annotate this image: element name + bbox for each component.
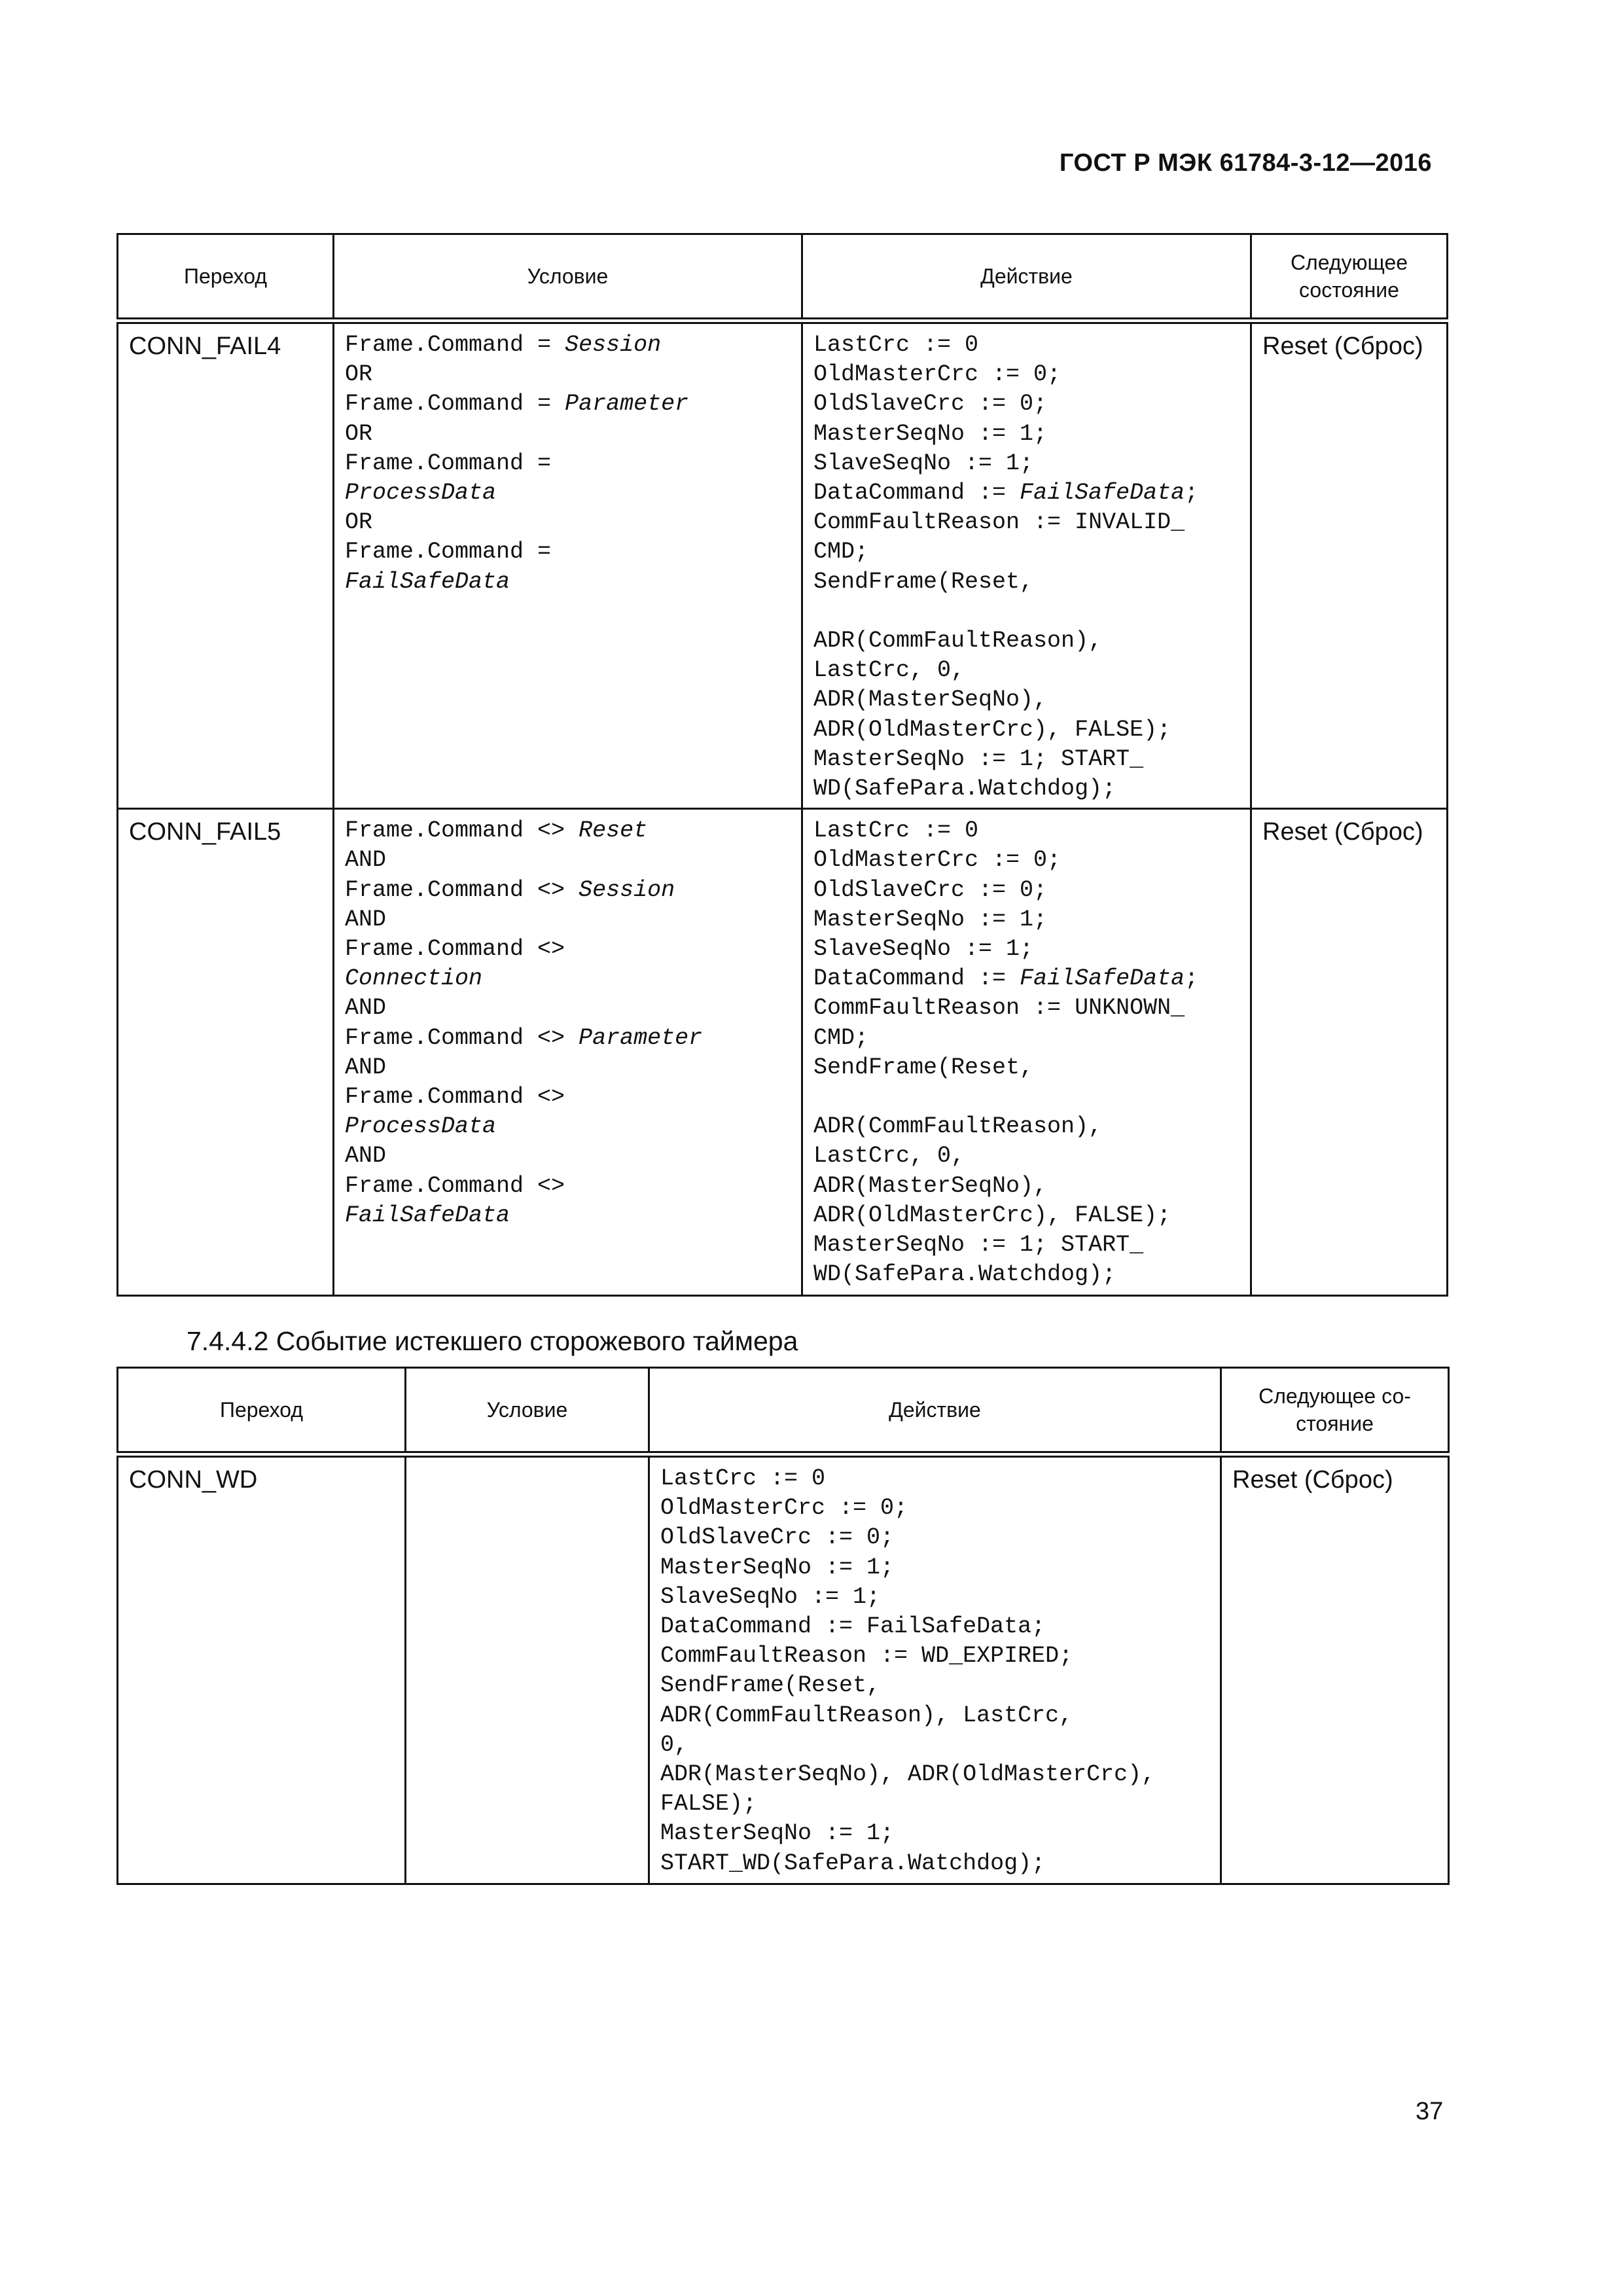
next-state-cell: Reset (Сброс) (1251, 321, 1448, 809)
transition-cell: CONN_FAIL4 (118, 321, 334, 809)
code-line: ADR(CommFaultReason), LastCrc, (660, 1702, 1073, 1729)
code-line: LastCrc, 0, (813, 657, 965, 684)
code-line: WD(SafePara.Watchdog); (813, 776, 1116, 802)
table-header-row (118, 234, 1448, 321)
action-cell (802, 321, 1251, 809)
table-row (118, 809, 1448, 1296)
code-line: CMD; (813, 1024, 869, 1051)
code-line: OldSlaveCrc := 0; (660, 1524, 895, 1551)
action-cell (802, 809, 1251, 1296)
page-number: 37 (1416, 2098, 1444, 2125)
transition-cell: CONN_WD (118, 1454, 406, 1884)
transition-cell: CONN_FAIL5 (118, 809, 334, 1296)
table-row (118, 321, 1448, 809)
code-line: MasterSeqNo := 1; START_ (813, 745, 1144, 772)
code-line: DataCommand := FailSafeData; (660, 1613, 1046, 1640)
code-line: CommFaultReason := WD_EXPIRED; (660, 1643, 1073, 1670)
code-line (813, 597, 1240, 626)
header-next-state: Следующее состояние (1251, 234, 1448, 321)
code-line: CMD; (813, 539, 869, 565)
code-line: FailSafeData (345, 568, 510, 595)
code-line: Frame.Command <> Parameter (345, 1024, 703, 1051)
header-transition: Переход (118, 1368, 406, 1455)
action-cell (649, 1454, 1221, 1884)
code-line: ProcessData (345, 1113, 497, 1140)
code-line: Frame.Command = Session (345, 332, 662, 358)
code-line: Frame.Command <> Session (345, 876, 675, 903)
header-next-state: Следующее со- стояние (1221, 1368, 1449, 1455)
code-line: Frame.Command <> (345, 1084, 565, 1111)
code-line: 0, (660, 1731, 688, 1758)
code-line: MasterSeqNo := 1; (660, 1820, 895, 1847)
section-title: 7.4.4.2 Событие истекшего сторожевого таймера (187, 1326, 798, 1356)
code-line: ADR(MasterSeqNo), (813, 1172, 1048, 1199)
code-line: Frame.Command = Parameter (345, 391, 689, 418)
code-line: CommFaultReason := UNKNOWN_ (813, 995, 1185, 1022)
code-line: SendFrame(Reset, (813, 1054, 1034, 1081)
code-line: AND (345, 1054, 387, 1081)
code-line: SendFrame(Reset, (813, 568, 1034, 595)
code-line: ADR(MasterSeqNo), ADR(OldMasterCrc), (660, 1761, 1156, 1788)
code-line: DataCommand := FailSafeData; (813, 480, 1199, 507)
code-line: OldSlaveCrc := 0; (813, 391, 1048, 418)
code-line: OR (345, 420, 373, 447)
header-action: Действие (649, 1368, 1221, 1455)
code-line: OR (345, 361, 373, 388)
code-line: LastCrc := 0 (660, 1465, 826, 1492)
code-line: Frame.Command <> Reset (345, 817, 648, 844)
next-state-cell: Reset (Сброс) (1251, 809, 1448, 1296)
header-condition: Условие (334, 234, 802, 321)
table-header-row (118, 1368, 1449, 1455)
code-line: DataCommand := FailSafeData; (813, 965, 1199, 992)
code-line: WD(SafePara.Watchdog); (813, 1261, 1116, 1288)
code-line: OldSlaveCrc := 0; (813, 876, 1048, 903)
code-line: MasterSeqNo := 1; (813, 906, 1048, 933)
code-line: Frame.Command <> (345, 936, 565, 963)
code-line: LastCrc, 0, (813, 1143, 965, 1170)
code-line: Frame.Command = (345, 539, 552, 565)
code-line: LastCrc := 0 (813, 332, 979, 358)
code-line: OldMasterCrc := 0; (813, 847, 1061, 874)
code-line: Frame.Command <> (345, 1172, 565, 1199)
transition-table-1 (116, 233, 1448, 1297)
code-line: MasterSeqNo := 1; START_ (813, 1232, 1144, 1259)
code-line: ADR(CommFaultReason), (813, 628, 1103, 655)
code-line: SlaveSeqNo := 1; (660, 1583, 881, 1610)
header-condition: Условие (406, 1368, 649, 1455)
code-line: SlaveSeqNo := 1; (813, 450, 1034, 476)
code-line: FailSafeData (345, 1202, 510, 1229)
code-line: SlaveSeqNo := 1; (813, 936, 1034, 963)
code-line: OR (345, 509, 373, 536)
code-line: FALSE); (660, 1791, 757, 1818)
header-transition: Переход (118, 234, 334, 321)
condition-cell (334, 321, 802, 809)
table-row (118, 1454, 1449, 1884)
standard-code: ГОСТ Р МЭК 61784-3-12—2016 (1059, 149, 1432, 177)
code-line: ADR(OldMasterCrc), FALSE); (813, 1202, 1171, 1229)
code-line: Frame.Command = (345, 450, 552, 476)
code-line: AND (345, 906, 387, 933)
code-line: ADR(OldMasterCrc), FALSE); (813, 716, 1171, 743)
condition-cell (334, 809, 802, 1296)
code-line: AND (345, 847, 387, 874)
transition-table-2 (116, 1367, 1450, 1885)
next-state-cell: Reset (Сброс) (1221, 1454, 1449, 1884)
code-line: ProcessData (345, 480, 497, 507)
code-line: ADR(MasterSeqNo), (813, 687, 1048, 713)
header-action: Действие (802, 234, 1251, 321)
code-line: ADR(CommFaultReason), (813, 1113, 1103, 1140)
code-line: Connection (345, 965, 483, 992)
code-line: SendFrame(Reset, (660, 1672, 881, 1699)
code-line (813, 1083, 1240, 1112)
code-line: LastCrc := 0 (813, 817, 979, 844)
code-line: START_WD(SafePara.Watchdog); (660, 1850, 1046, 1876)
code-line: MasterSeqNo := 1; (660, 1554, 895, 1581)
code-line: OldMasterCrc := 0; (813, 361, 1061, 388)
code-line: AND (345, 1143, 387, 1170)
code-line: OldMasterCrc := 0; (660, 1495, 908, 1522)
condition-cell (406, 1454, 649, 1884)
code-line: CommFaultReason := INVALID_ (813, 509, 1185, 536)
code-line: MasterSeqNo := 1; (813, 420, 1048, 447)
code-line: AND (345, 995, 387, 1022)
